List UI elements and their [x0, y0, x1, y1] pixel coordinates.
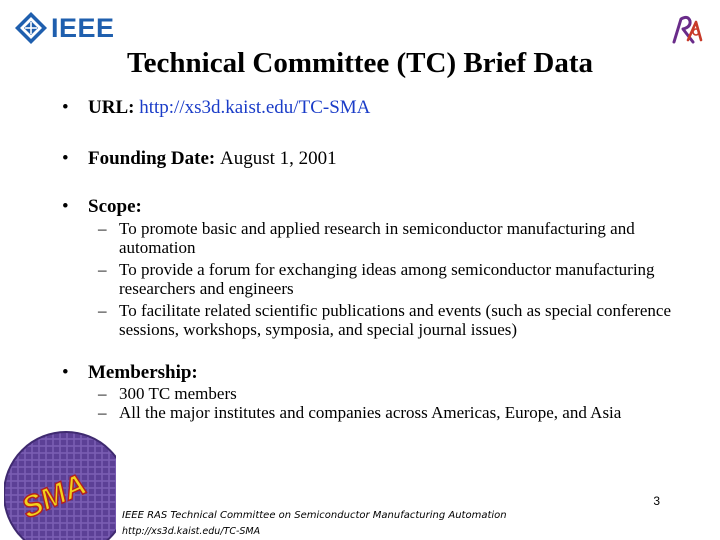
page-number: 3	[653, 494, 660, 508]
membership-label: Membership:	[88, 362, 198, 383]
footer-url[interactable]: http://xs3d.kaist.edu/TC-SMA	[122, 526, 261, 537]
bullet-dot: •	[62, 148, 69, 169]
ieee-diamond-icon	[14, 11, 48, 45]
scope-item-text: To provide a forum for exchanging ideas among semiconductor manufacturing researchers and engineers	[119, 260, 655, 298]
sub-dash: –	[98, 219, 107, 238]
ras-logo-icon	[666, 10, 706, 50]
bullet-dot: •	[62, 97, 69, 118]
sub-dash: –	[98, 384, 107, 403]
membership-item-text: 300 TC members	[119, 384, 237, 403]
membership-item-text: All the major institutes and companies across Americas, Europe, and Asia	[119, 403, 622, 422]
tc-url-link[interactable]: http://xs3d.kaist.edu/TC-SMA	[139, 97, 371, 118]
scope-item-text: To promote basic and applied research in semiconductor manufacturing and automation	[119, 219, 635, 257]
founding-date-value: August 1, 2001	[219, 148, 337, 169]
bullet-dot: •	[62, 362, 69, 383]
sma-wafer-logo-icon	[4, 418, 116, 540]
sub-dash: –	[98, 260, 107, 279]
sub-dash: –	[98, 403, 107, 422]
page-title: Technical Committee (TC) Brief Data	[126, 47, 594, 79]
scope-label: Scope:	[88, 196, 142, 217]
url-label: URL:	[88, 97, 135, 118]
ieee-logo	[14, 10, 115, 46]
sub-dash: –	[98, 301, 107, 320]
scope-item-text: To facilitate related scientific publications and events (such as special conference sessions, workshops, symposia, and special journal issues)	[119, 301, 672, 339]
bullet-dot: •	[62, 196, 69, 217]
footer-text: IEEE RAS Technical Committee on Semiconductor Manufacturing Automation	[122, 510, 507, 521]
founding-date-label: Founding Date:	[88, 148, 216, 169]
sma-wafer-text: SMA	[17, 467, 92, 526]
ieee-wordmark: IEEE	[51, 12, 115, 43]
